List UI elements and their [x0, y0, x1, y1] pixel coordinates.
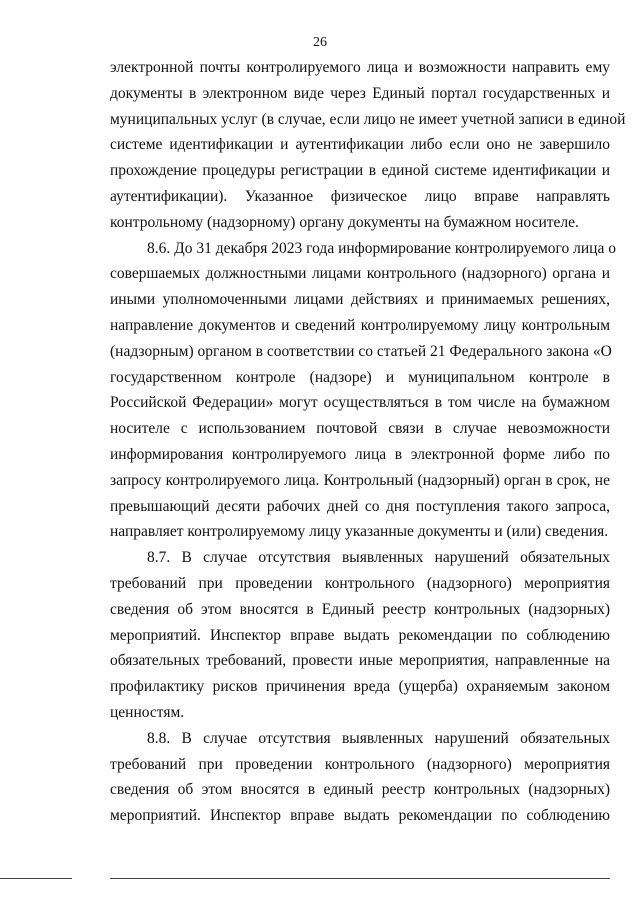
text-line: (надзорным) органом в соответствии со статьей 21 Федерального закона «О [110, 342, 612, 360]
text-line: аутентификации). Указанное физическое лицо вправе направлять [110, 187, 610, 205]
text-line: информирования контролируемого лица в электронной форме либо по [110, 445, 610, 463]
text-line: 8.7. В случае отсутствия выявленных нарушений обязательных [147, 549, 610, 567]
text-line: совершаемых должностными лицами контрольного (надзорного) органа и [110, 265, 610, 283]
text-line: ценностям. [110, 703, 185, 721]
text-line: документы в электронном виде через Единый портал государственных и [110, 84, 610, 102]
text-line: сведения об этом вносятся в единый реестр контрольных (надзорных) [110, 781, 610, 799]
text-line: Российской Федерации» могут осуществляться в том числе на бумажном [110, 394, 610, 412]
text-line: 8.8. В случае отсутствия выявленных нарушений обязательных [147, 729, 610, 747]
text-line: превышающий десяти рабочих дней со дня поступления такого запроса, [110, 497, 610, 515]
text-line: носителе с использованием почтовой связи в случае невозможности [110, 420, 610, 438]
text-line: электронной почты контролируемого лица и возможности направить ему [110, 59, 610, 76]
text-line: профилактику рисков причинения вреда (ущерба) охраняемым законом [110, 678, 610, 696]
text-line: обязательных требований, провести иные мероприятия, направленные на [110, 652, 610, 670]
text-line: направление документов и сведений контролируемому лицу контрольным [110, 316, 610, 334]
text-line: системе идентификации и аутентификации либо если оно не завершило [110, 136, 610, 154]
text-line: 8.6. До 31 декабря 2023 года информирование контролируемого лица о [147, 239, 616, 257]
bottom-rule-left [0, 878, 72, 879]
text-line: контрольному (надзорному) органу документы на бумажном носителе. [110, 213, 579, 231]
text-line: мероприятий. Инспектор вправе выдать рекомендации по соблюдению [110, 807, 610, 825]
text-line: иными уполномоченными лицами действиях и принимаемых решениях, [110, 291, 610, 309]
text-line: государственном контроле (надзоре) и муниципальном контроле в [110, 368, 610, 386]
document-body [110, 55, 626, 829]
text-line: направляет контролируемому лицу указанные документы и (или) сведения. [110, 523, 609, 541]
page-number: 26 [313, 35, 327, 50]
text-line: требований при проведении контрольного (надзорного) мероприятия [110, 755, 610, 773]
text-line: прохождение процедуры регистрации в единой системе идентификации и [110, 162, 610, 180]
text-line: мероприятий. Инспектор вправе выдать рекомендации по соблюдению [110, 626, 610, 644]
text-line: запросу контролируемого лица. Контрольный (надзорный) орган в срок, не [110, 471, 610, 489]
text-line: сведения об этом вносятся в Единый реестр контрольных (надзорных) [110, 600, 610, 618]
text-line: требований при проведении контрольного (надзорного) мероприятия [110, 574, 610, 592]
bottom-rule-right [110, 878, 610, 879]
text-line: муниципальных услуг (в случае, если лицо не имеет учетной записи в единой [110, 110, 626, 128]
